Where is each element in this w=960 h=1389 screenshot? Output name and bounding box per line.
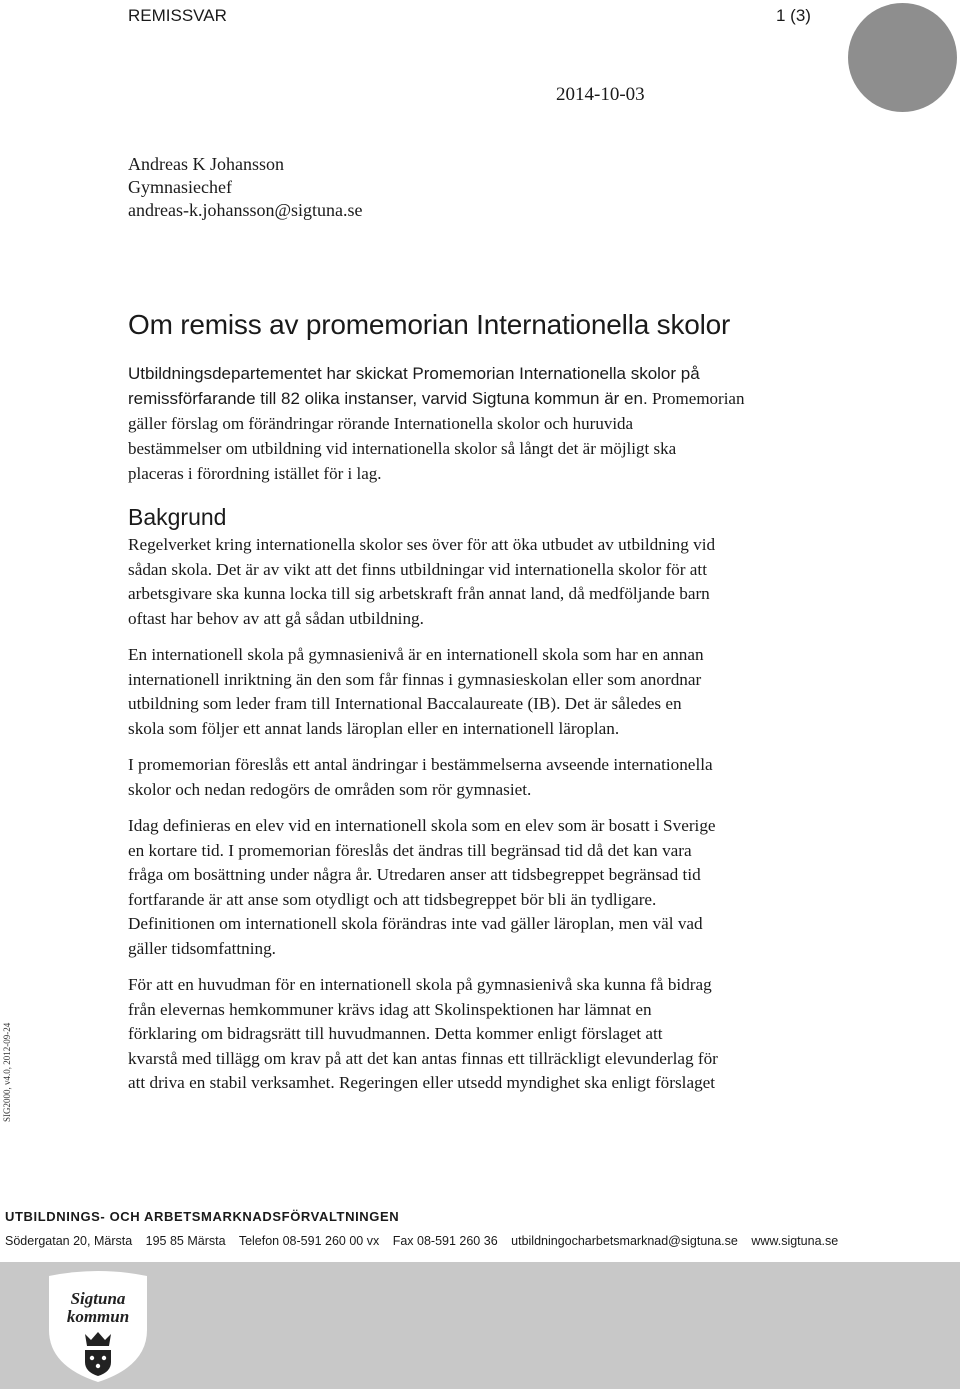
paragraph-3: [128, 753, 844, 802]
paragraph-line: oftast har behov av att gå sådan utbildning.: [128, 608, 424, 628]
intro-line: gäller förslag om förändringar rörande Internationella skolor och huruvida: [128, 414, 634, 433]
paragraph-line: skolor och nedan redogörs de områden som rör gymnasiet.: [128, 779, 532, 799]
paragraph-line: sådan skola. Det är av vikt att det finns utbildningar vid internationella skolor för att: [128, 559, 707, 579]
paragraph-5: [128, 973, 844, 1096]
intro-paragraph: [128, 361, 834, 486]
paragraph-1: [128, 533, 844, 631]
paragraph-line: att driva en stabil verksamhet. Regeringen eller utsedd myndighet ska enligt förslaget: [128, 1073, 716, 1093]
sender-block: [128, 153, 363, 222]
paragraph-line: kvarstå med tillägg om krav på att det kan antas finnas ett tillräckligt elevunderlag för: [128, 1048, 718, 1068]
section-heading-bakgrund: Bakgrund: [128, 504, 227, 530]
paragraph-4: [128, 814, 844, 962]
paragraph-line: Definitionen om internationell skola förändras inte vad gäller läroplan, men väl vad: [128, 914, 703, 934]
paragraph-line: En internationell skola på gymnasienivå är en internationell skola som har en annan: [128, 645, 704, 664]
paragraph-line: en kortare tid. I promemorian föreslås det ändras till begränsad tid då det kan vara: [128, 840, 692, 860]
footer-fax: Fax 08-591 260 36: [392, 1234, 498, 1248]
footer-email[interactable]: utbildningocharbetsmarknad@sigtuna.se: [511, 1234, 738, 1248]
paragraph-line: fortfarande är att anse som otydligt och att tidsbegreppet bör bli än tydligare.: [128, 889, 657, 909]
sender-name: Andreas K Johansson: [128, 154, 284, 174]
footer-address: Södergatan 20, Märsta: [5, 1234, 133, 1248]
paragraph-line: arbetsgivare ska kunna locka till sig arbetskraft från annat land, då medföljande barn: [128, 584, 710, 604]
paragraph-line: internationell inriktning än den som får finnas i gymnasieskolan eller som anordnar: [128, 669, 702, 689]
paragraph-line: Idag definieras en elev vid en internationell skola som en elev som är bosatt i Sverige: [128, 816, 716, 835]
intro-line: remissförfarande till 82 olika instanser, varvid Sigtuna kommun är en.: [128, 389, 648, 408]
paragraph-line: utbildning som leder fram till International Baccalaureate (IB). Det är således en: [128, 694, 682, 714]
svg-text:Sigtuna: Sigtuna: [70, 1289, 126, 1308]
sender-title: Gymnasiechef: [128, 177, 232, 197]
svg-text:kommun: kommun: [66, 1307, 130, 1326]
intro-line-tail: Promemorian: [647, 389, 745, 408]
page-indicator: 1 (3): [776, 6, 811, 25]
paragraph-line: Regelverket kring internationella skolor ses över för att öka utbudet av utbildning vid: [128, 535, 716, 554]
intro-line: bestämmelser om utbildning vid internationella skolor så långt det är möjligt ska: [128, 439, 677, 458]
header-doc-type: REMISSVAR: [128, 6, 227, 25]
corner-circle: [848, 3, 957, 112]
paragraph-line: förklaring om bidragsrätt till huvudmannen. Detta kommer enligt förslaget att: [128, 1024, 663, 1044]
sigtuna-kommun-logo: [45, 1268, 151, 1385]
paragraph-line: I promemorian föreslås ett antal ändringar i bestämmelserna avseende internationella: [128, 755, 713, 774]
footer-phone: Telefon 08-591 260 00 vx: [238, 1234, 380, 1248]
paragraph-line: För att en huvudman för en internationell skola på gymnasienivå ska kunna få bidrag: [128, 975, 712, 994]
footer-postal: 195 85 Märsta: [145, 1234, 226, 1248]
document-date: 2014-10-03: [556, 84, 645, 105]
footer-web[interactable]: www.sigtuna.se: [751, 1234, 839, 1248]
paragraph-2: [128, 643, 844, 741]
intro-line: Utbildningsdepartementet har skickat Promemorian Internationella skolor på: [128, 364, 700, 383]
paragraph-line: fråga om bosättning under några år. Utredaren anser att tidsbegreppet begränsad tid: [128, 865, 701, 885]
paragraph-line: skola som följer ett annat lands läroplan eller en internationell läroplan.: [128, 718, 620, 738]
template-version-code: SIG2000, v4.0, 2012-09-24: [2, 1022, 12, 1122]
footer-contact-line: [5, 1234, 848, 1248]
footer-department: UTBILDNINGS- OCH ARBETSMARKNADSFÖRVALTNINGEN: [5, 1209, 400, 1224]
paragraph-line: från elevernas hemkommuner krävs idag att Skolinspektionen har lämnat en: [128, 999, 652, 1019]
document-title: Om remiss av promemorian Internationella skolor: [128, 309, 731, 340]
paragraph-line: gäller tidsomfattning.: [128, 938, 276, 958]
intro-line: placeras i förordning istället för i lag.: [128, 464, 382, 483]
sender-email[interactable]: andreas-k.johansson@sigtuna.se: [128, 200, 363, 220]
